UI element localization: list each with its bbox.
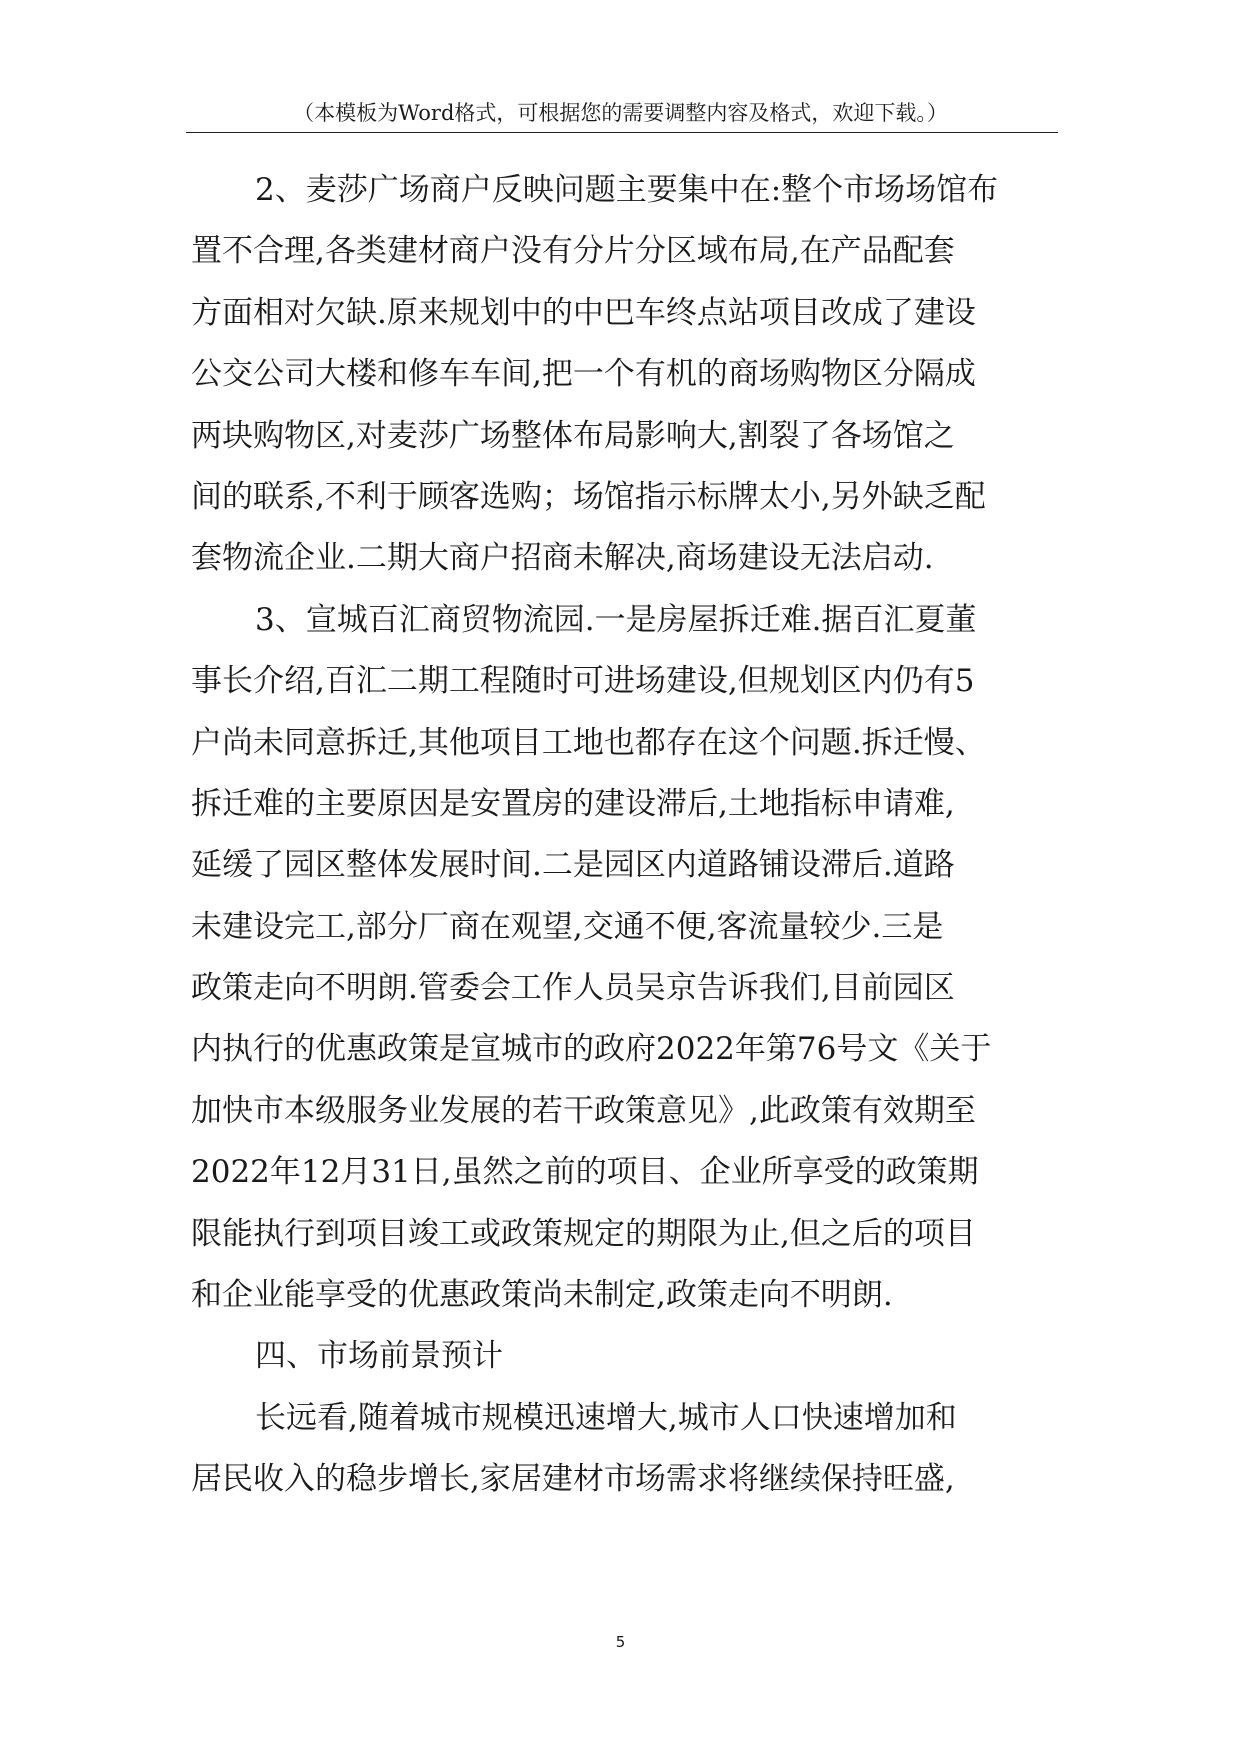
- paragraph-line: 居民收入的稳步增长,家居建材市场需求将继续保持旺盛,: [191, 1461, 955, 1498]
- paragraph-line: 套物流企业.二期大商户招商未解决,商场建设无法启动.: [191, 540, 934, 577]
- paragraph-line: 加快市本级服务业发展的若干政策意见》,此政策有效期至: [191, 1092, 976, 1129]
- paragraph-line: 3、宣城百汇商贸物流园.一是房屋拆迁难.据百汇夏董: [255, 601, 977, 638]
- page-number: 5: [615, 1633, 626, 1651]
- paragraph-line: 2、麦莎广场商户反映问题主要集中在:整个市场场馆布: [255, 172, 999, 208]
- paragraph-line: 2022年12月31日,虽然之前的项目、企业所享受的政策期: [191, 1154, 979, 1191]
- paragraph-line: 延缓了园区整体发展时间.二是园区内道路铺设滞后.道路: [191, 847, 955, 884]
- paragraph-line: 和企业能享受的优惠政策尚未制定,政策走向不明朗.: [191, 1277, 893, 1314]
- paragraph-line: 间的联系,不利于顾客选购；场馆指示标牌太小,另外缺乏配: [191, 478, 986, 515]
- paragraph-line: 事长介绍,百汇二期工程随时可进场建设,但规划区内仍有5: [191, 663, 975, 700]
- paragraph-line: 拆迁难的主要原因是安置房的建设滞后,土地指标申请难,: [191, 785, 955, 822]
- paragraph-line: 户尚未同意拆迁,其他项目工地也都存在这个问题.拆迁慢、: [191, 724, 986, 761]
- paragraph-line: 方面相对欠缺.原来规划中的中巴车终点站项目改成了建设: [191, 294, 976, 331]
- header-divider: [186, 132, 1058, 133]
- document-body: [191, 160, 1091, 1511]
- paragraph-line: 内执行的优惠政策是宣城市的政府2022年第76号文《关于: [191, 1031, 992, 1068]
- paragraph-line: 两块购物区,对麦莎广场整体布局影响大,割裂了各场馆之: [191, 417, 955, 454]
- paragraph-line: 未建设完工,部分厂商在观望,交通不便,客流量较少.三是: [191, 908, 944, 945]
- paragraph-line: 置不合理,各类建材商户没有分片分区域布局,在产品配套: [191, 233, 955, 270]
- template-note: （本模板为Word格式，可根据您的需要调整内容及格式，欢迎下载。）: [293, 101, 948, 125]
- paragraph-line: 长远看,随着城市规模迅速增大,城市人口快速增加和: [255, 1399, 957, 1436]
- paragraph-line: 政策走向不明朗.管委会工作人员吴京告诉我们,目前园区: [191, 970, 955, 1007]
- section-heading: 四、市场前景预计: [255, 1338, 503, 1375]
- paragraph-line: 限能执行到项目竣工或政策规定的期限为止,但之后的项目: [191, 1215, 976, 1252]
- paragraph-line: 公交公司大楼和修车车间,把一个有机的商场购物区分隔成: [191, 356, 976, 393]
